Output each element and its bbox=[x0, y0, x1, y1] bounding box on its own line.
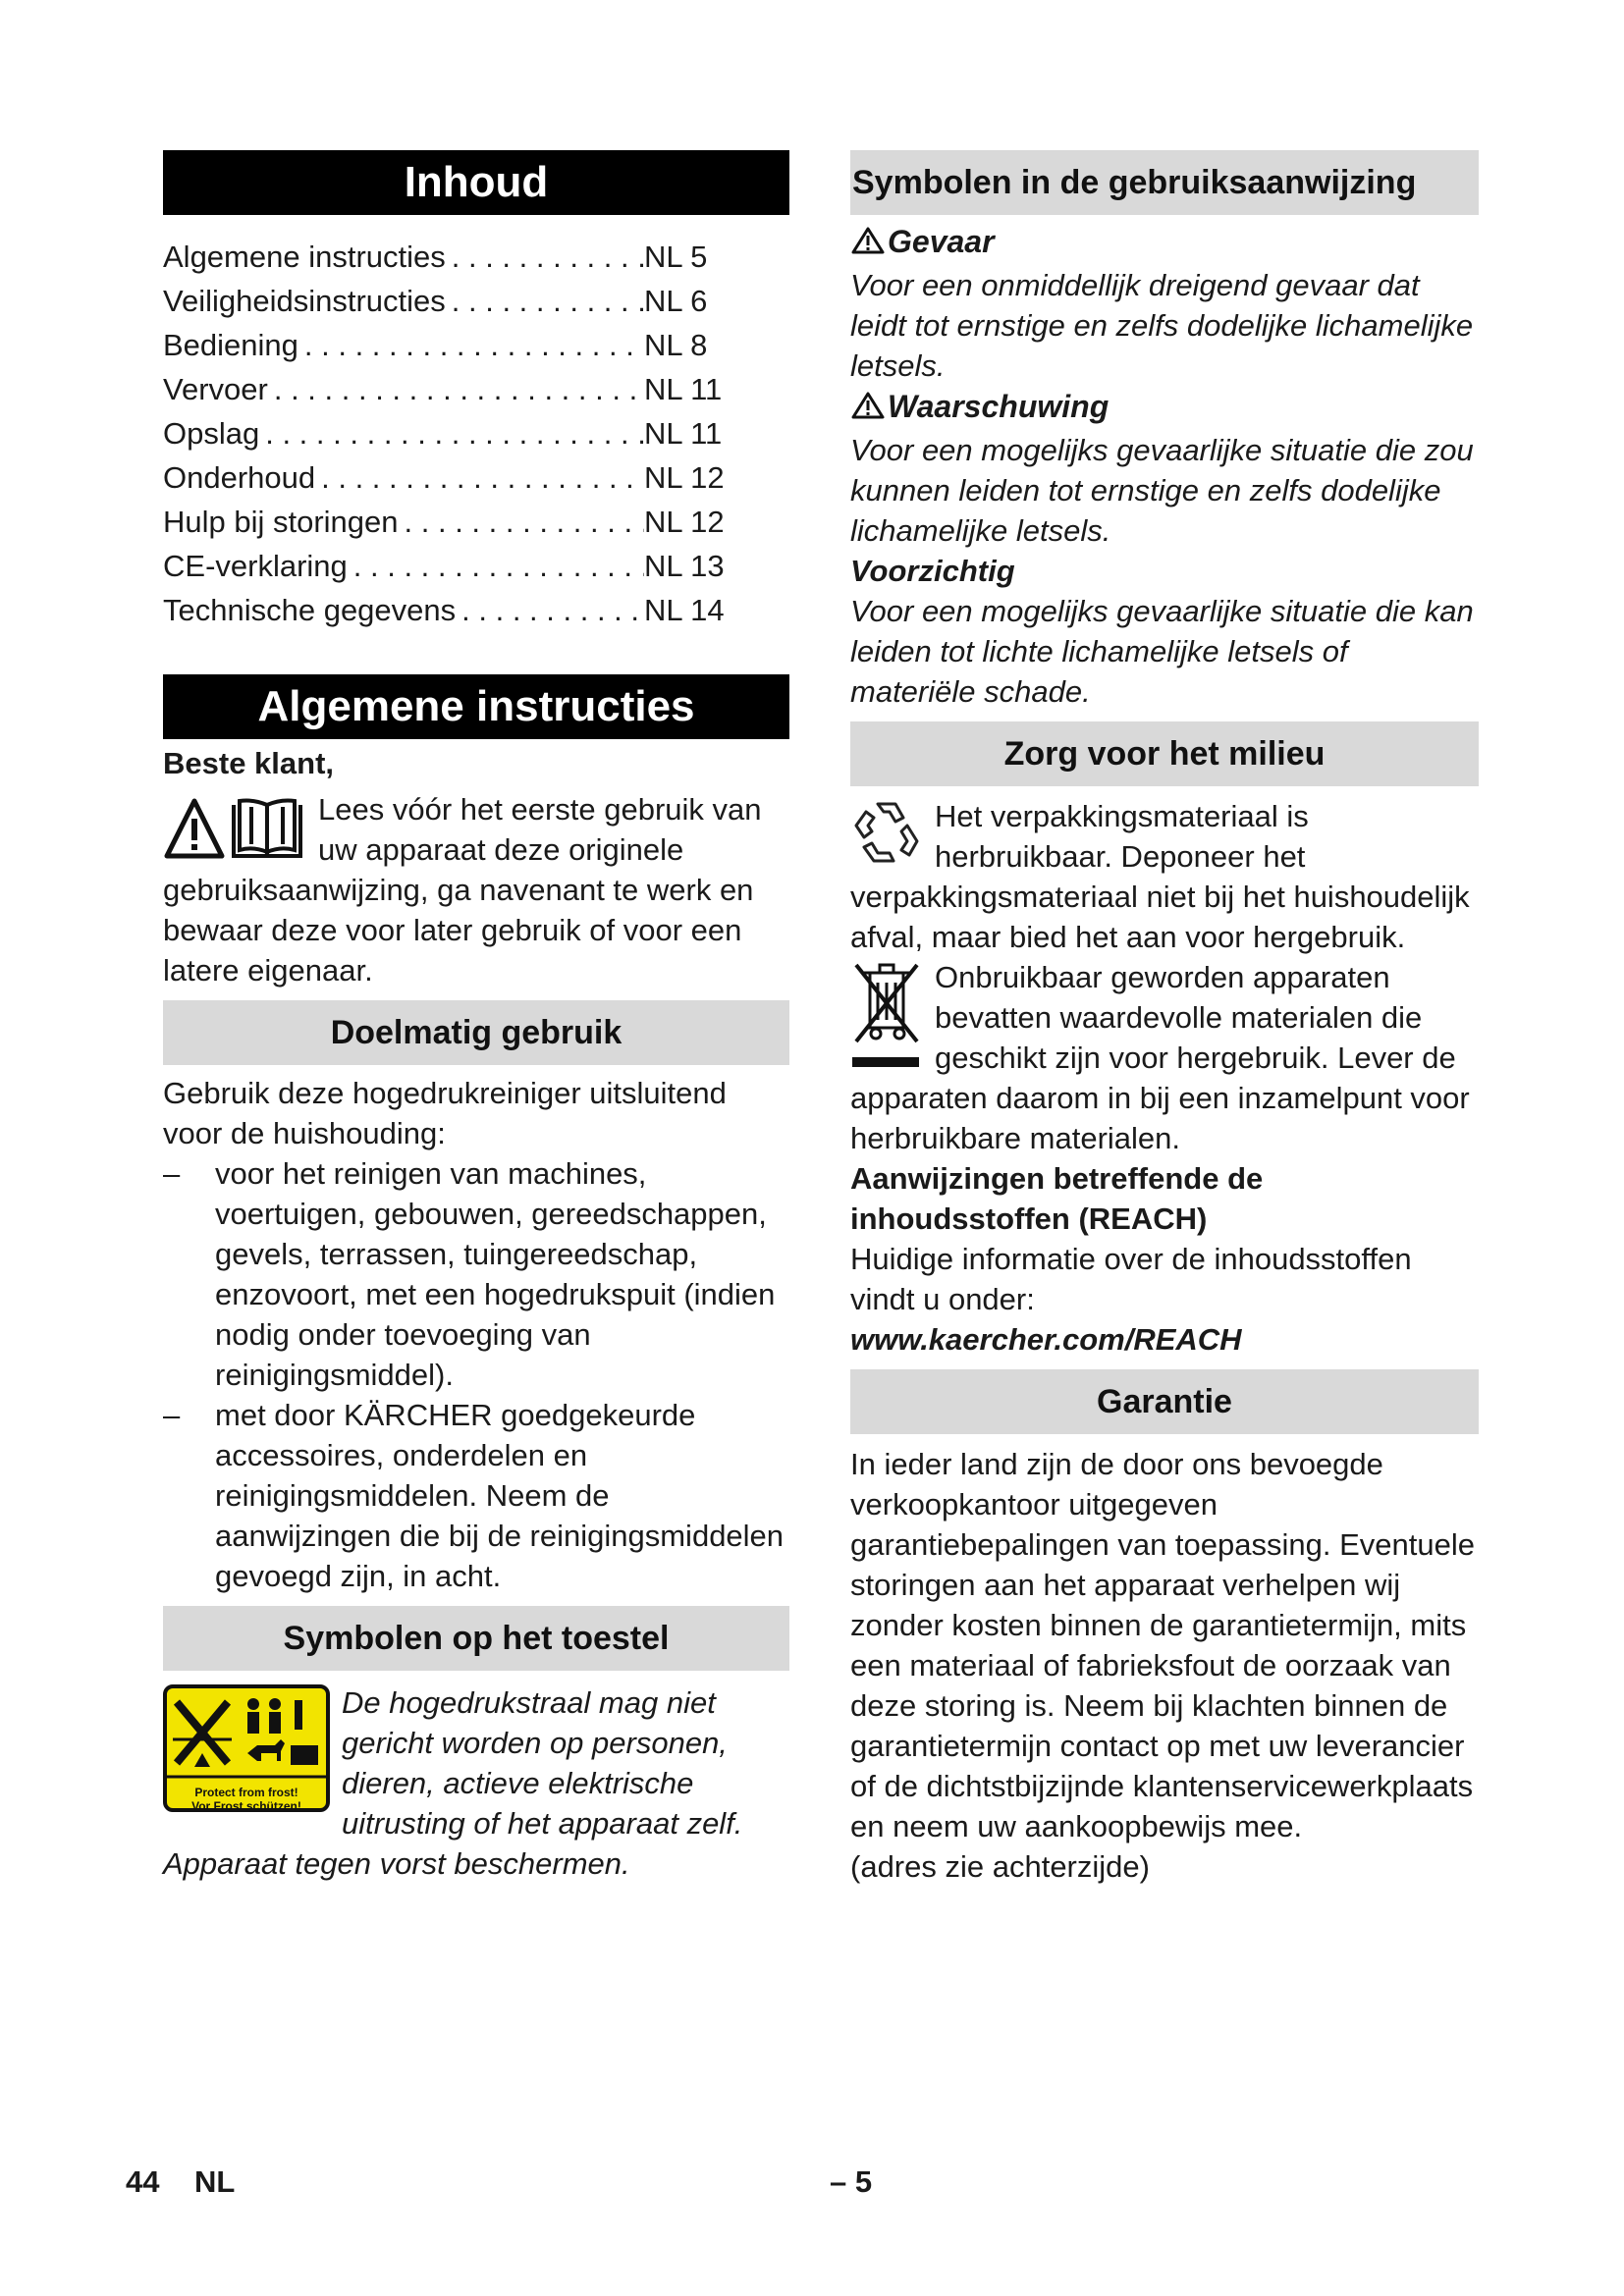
intended-use-heading: Doelmatig gebruik bbox=[163, 1000, 789, 1065]
toc-dot-leader bbox=[259, 411, 644, 455]
footer-page-number: 44 bbox=[126, 2164, 160, 2199]
toc-entry-page: NL 5 bbox=[644, 240, 708, 274]
toc-entry-title: Opslag bbox=[163, 416, 260, 451]
toc-dot-leader bbox=[446, 279, 644, 323]
warning-label: Waarschuwing bbox=[888, 389, 1110, 424]
toc-entry-title: Hulp bij storingen bbox=[163, 505, 399, 539]
toc-entry-page: NL 12 bbox=[644, 460, 725, 495]
toc-entry-title: Vervoer bbox=[163, 372, 268, 406]
caution-label: Voorzichtig bbox=[850, 554, 1015, 588]
toc-heading: Inhoud bbox=[163, 150, 789, 215]
toc-entry-title: Algemene instructies bbox=[163, 240, 446, 274]
intended-use-intro: Gebruik deze hogedrukreiniger uitsluitend voor de huishouding: bbox=[163, 1076, 727, 1150]
warranty-text: In ieder land zijn de door ons bevoegde verkoopkantoor uitgegeven garantiebepalingen van toepassing. Eventuele storingen aan het apparaat verhelpen wij zonder kosten binnen de garantietermijn, mits een materiaal of fabrieksfout de oorzaak van deze storing is. Neem bij klachten binnen de garantietermijn contact op met uw leverancier of de dichtstbijzijnde klantenservicewerkplaats en neem uw aankoopbewijs mee. bbox=[850, 1447, 1475, 1843]
toc-entry[interactable] bbox=[163, 544, 737, 588]
frost-warning-text: Apparaat tegen vorst beschermen. bbox=[163, 1846, 630, 1881]
general-instructions-heading: Algemene instructies bbox=[163, 674, 789, 739]
reach-text: Huidige informatie over de inhoudsstoffen vindt u onder: bbox=[850, 1242, 1412, 1316]
toc-dot-leader bbox=[268, 367, 644, 411]
jet-warning-text: De hogedrukstraal mag niet gericht worden op personen, dieren, actieve elektrische uitrusting of het apparaat zelf. bbox=[342, 1685, 743, 1841]
safety-label-text bbox=[163, 1786, 330, 1813]
device-symbols-heading: Symbolen op het toestel bbox=[163, 1606, 789, 1671]
toc-entry-page: NL 6 bbox=[644, 284, 708, 318]
toc-dot-leader bbox=[315, 455, 644, 500]
warranty-address-note: (adres zie achterzijde) bbox=[850, 1849, 1150, 1884]
toc-entry[interactable] bbox=[163, 367, 737, 411]
toc-dot-leader bbox=[446, 235, 644, 279]
toc-entry-page: NL 14 bbox=[644, 593, 725, 627]
toc-entry[interactable] bbox=[163, 455, 737, 500]
manual-symbols-heading: Symbolen in de gebruiksaanwijzing bbox=[850, 150, 1479, 215]
toc-entry[interactable] bbox=[163, 588, 737, 632]
toc-entry-page: NL 8 bbox=[644, 328, 708, 362]
recycle-icon bbox=[850, 796, 923, 867]
toc-entry[interactable] bbox=[163, 235, 737, 279]
toc-entry-page: NL 12 bbox=[644, 505, 725, 539]
reach-link[interactable]: www.kaercher.com/REACH bbox=[850, 1322, 1242, 1357]
safety-label-image bbox=[163, 1684, 330, 1812]
toc-entry-page: NL 11 bbox=[644, 416, 723, 451]
right-column bbox=[850, 150, 1479, 1887]
table-of-contents bbox=[163, 235, 789, 632]
danger-triangle-icon bbox=[850, 224, 886, 265]
reach-heading: Aanwijzingen betreffende de inhoudsstoffen (REACH) bbox=[850, 1161, 1264, 1236]
warning-text: Voor een mogelijks gevaarlijke situatie die zou kunnen leiden tot ernstige en zelfs dodelijke lichamelijke letsels. bbox=[850, 433, 1474, 548]
intended-use-item-2: met door KÄRCHER goedgekeurde accessoires, onderdelen en reinigingsmiddelen. Neem de aanwijzingen die bij de reinigingsmiddelen gevoegd zijn, in acht. bbox=[215, 1398, 785, 1593]
warranty-heading: Garantie bbox=[850, 1369, 1479, 1434]
environment-heading: Zorg voor het milieu bbox=[850, 721, 1479, 786]
toc-entry-title: Bediening bbox=[163, 328, 298, 362]
toc-entry-page: NL 11 bbox=[644, 372, 723, 406]
warning-triangle-icon bbox=[850, 389, 886, 430]
toc-entry[interactable] bbox=[163, 323, 737, 367]
general-intro-text: Lees vóór het eerste gebruik van uw apparaat deze originele gebruiksaanwijzing, ga navenant te werk en bewaar deze voor later gebruik of voor een latere eigenaar. bbox=[163, 792, 762, 988]
dash-bullet: – bbox=[163, 1398, 181, 1432]
footer-section-page: – 5 bbox=[830, 2164, 873, 2199]
toc-dot-leader bbox=[456, 588, 644, 632]
intended-use-item-1: voor het reinigen van machines, voertuigen, gebouwen, gereedschappen, gevels, terrassen, tuingereedschap, enzovoort, met een hogedrukspuit (indien nodig onder toevoeging van reinigingsmiddel). bbox=[215, 1156, 776, 1392]
toc-entry-page: NL 13 bbox=[644, 549, 725, 583]
warning-read-manual-icon bbox=[163, 793, 306, 864]
toc-entry[interactable] bbox=[163, 411, 737, 455]
recycle-text: Het verpakkingsmateriaal is herbruikbaar. Deponeer het verpakkingsmateriaal niet bij het huishoudelijk afval, maar bied het aan voor hergebruik. bbox=[850, 799, 1470, 954]
danger-text: Voor een onmiddellijk dreigend gevaar dat leidt tot ernstige en zelfs dodelijke lichamelijke letsels. bbox=[850, 268, 1474, 383]
toc-entry[interactable] bbox=[163, 500, 737, 544]
dash-bullet: – bbox=[163, 1156, 181, 1191]
safety-label-line-2: Vor Frost schützen! bbox=[191, 1799, 301, 1813]
toc-entry-title: Onderhoud bbox=[163, 460, 316, 495]
toc-entry-title: Veiligheidsinstructies bbox=[163, 284, 446, 318]
weee-bin-icon bbox=[850, 959, 923, 1075]
toc-dot-leader bbox=[348, 544, 644, 588]
greeting: Beste klant, bbox=[163, 746, 335, 780]
left-column bbox=[163, 150, 789, 1884]
toc-entry[interactable] bbox=[163, 279, 737, 323]
toc-dot-leader bbox=[399, 500, 644, 544]
caution-text: Voor een mogelijks gevaarlijke situatie die kan leiden tot lichte lichamelijke letsels of materiële schade. bbox=[850, 594, 1474, 709]
list-item bbox=[163, 1153, 789, 1395]
footer-language: NL bbox=[194, 2164, 236, 2199]
toc-entry-title: CE-verklaring bbox=[163, 549, 348, 583]
toc-entry-title: Technische gegevens bbox=[163, 593, 457, 627]
weee-text: Onbruikbaar geworden apparaten bevatten waardevolle materialen die geschikt zijn voor hergebruik. Lever de apparaten daarom in bij een inzamelpunt voor herbruikbare materialen. bbox=[850, 960, 1470, 1155]
danger-label: Gevaar bbox=[888, 224, 995, 259]
toc-dot-leader bbox=[298, 323, 644, 367]
safety-label-line-1: Protect from frost! bbox=[194, 1786, 298, 1799]
list-item bbox=[163, 1395, 789, 1596]
